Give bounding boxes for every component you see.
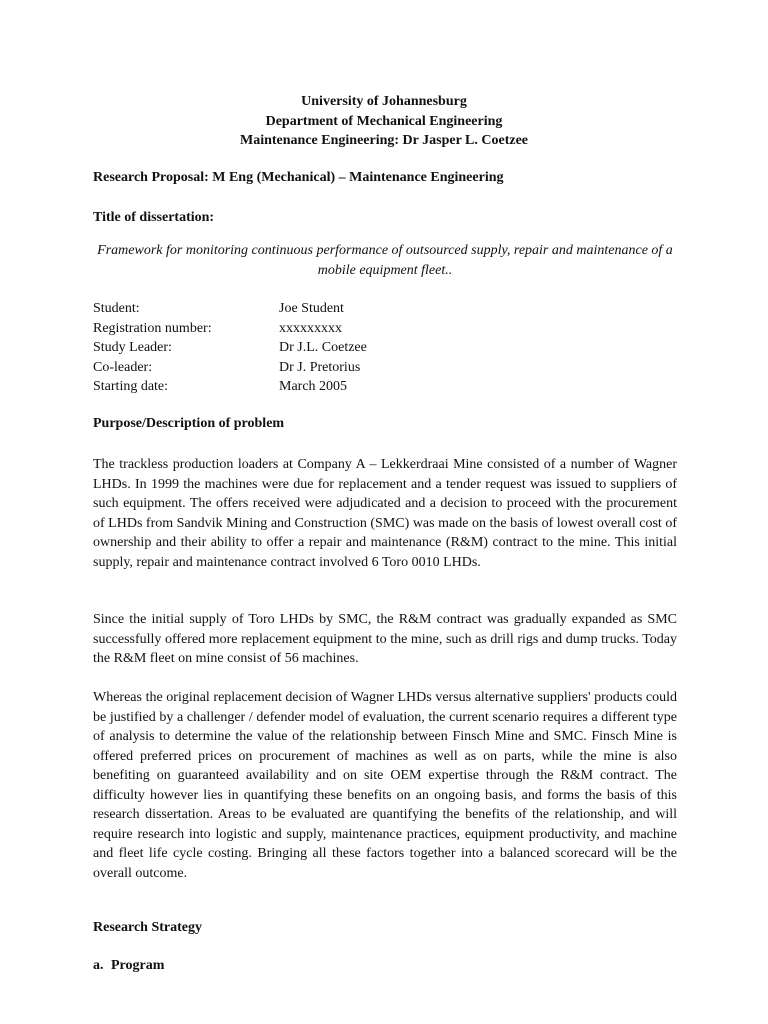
university-name: University of Johannesburg [301, 94, 467, 109]
detail-key: Registration number: [93, 320, 212, 336]
detail-value: March 2005 [279, 379, 348, 394]
program-heading [93, 958, 164, 974]
detail-value: xxxxxxxxx [279, 320, 342, 336]
department-name: Department of Mechanical Engineering [265, 113, 503, 129]
detail-key: Starting date: [93, 379, 169, 394]
program-label: Program [111, 958, 165, 973]
strategy-heading: Research Strategy [93, 920, 202, 935]
purpose-heading: Purpose/Description of problem [93, 416, 285, 431]
detail-value: Joe Student [279, 301, 344, 316]
proposal-heading: Research Proposal: M Eng (Mechanical) – Maintenance Engineering [93, 170, 504, 185]
detail-row-student [93, 299, 367, 319]
detail-value: Dr J. Pretorius [279, 359, 361, 375]
detail-key: Co-leader: [93, 359, 153, 375]
dissertation-title: Framework for monitoring continuous performance of outsourced supply, repair and maintenance of a mobile equipment fleet.. [97, 243, 673, 278]
program-list-marker: a. [93, 958, 104, 973]
paragraph-background: The trackless production loaders at Company A – Lekkerdraai Mine consisted of a number of Wagner LHDs. In 1999 the machines were due for replacement and a tender request was issued to suppliers of such equipment. The offers received were adjudicated and a decision to proceed with the procurement of LHDs from Sandvik Mining and Construction (SMC) was made on the basis of lowest overall cost of ownership and their ability to offer a repair and maintenance (R&M) contract to the mine. This initial supply, repair and maintenance contract involved 6 Toro 0010 LHDs. [93, 457, 677, 570]
document-header [0, 92, 768, 151]
detail-row-co-leader [93, 358, 367, 378]
paragraph-analysis: Whereas the original replacement decision of Wagner LHDs versus alternative suppliers' products could be justified by a challenger / defender model of evaluation, the current scenario requires a different type of analysis to determine the value of the relationship between Finsch Mine and SMC. Finsch Mine is offered preferred prices on procurement of machines as well as on parts, while the mine is also benefiting on guaranteed availability and on site OEM expertise through the R&M contract. The difficulty however lies in quantifying these benefits on an ongoing basis, and forms the basis of this research dissertation. Areas to be evaluated are quantifying the benefits of the relationship, and will require research into logistic and supply, maintenance practices, equipment productivity, and machine and fleet life cycle costing. Bringing all these factors together into a balanced scorecard will be the overall outcome. [93, 690, 677, 881]
student-details [93, 299, 367, 397]
detail-key: Study Leader: [93, 340, 172, 355]
dissertation-label: Title of dissertation: [93, 210, 215, 225]
supervisor-line: Maintenance Engineering: Dr Jasper L. Coetzee [240, 133, 528, 148]
detail-key: Student: [93, 301, 140, 316]
detail-row-study-leader [93, 338, 367, 358]
detail-value: Dr J.L. Coetzee [279, 340, 367, 355]
paragraph-expansion: Since the initial supply of Toro LHDs by SMC, the R&M contract was gradually expanded as SMC successfully offered more replacement equipment to the mine, such as drill rigs and dump trucks. Today the R&M fleet on mine consist of 56 machines. [93, 612, 677, 666]
detail-row-registration [93, 319, 367, 339]
detail-row-starting-date [93, 377, 367, 397]
